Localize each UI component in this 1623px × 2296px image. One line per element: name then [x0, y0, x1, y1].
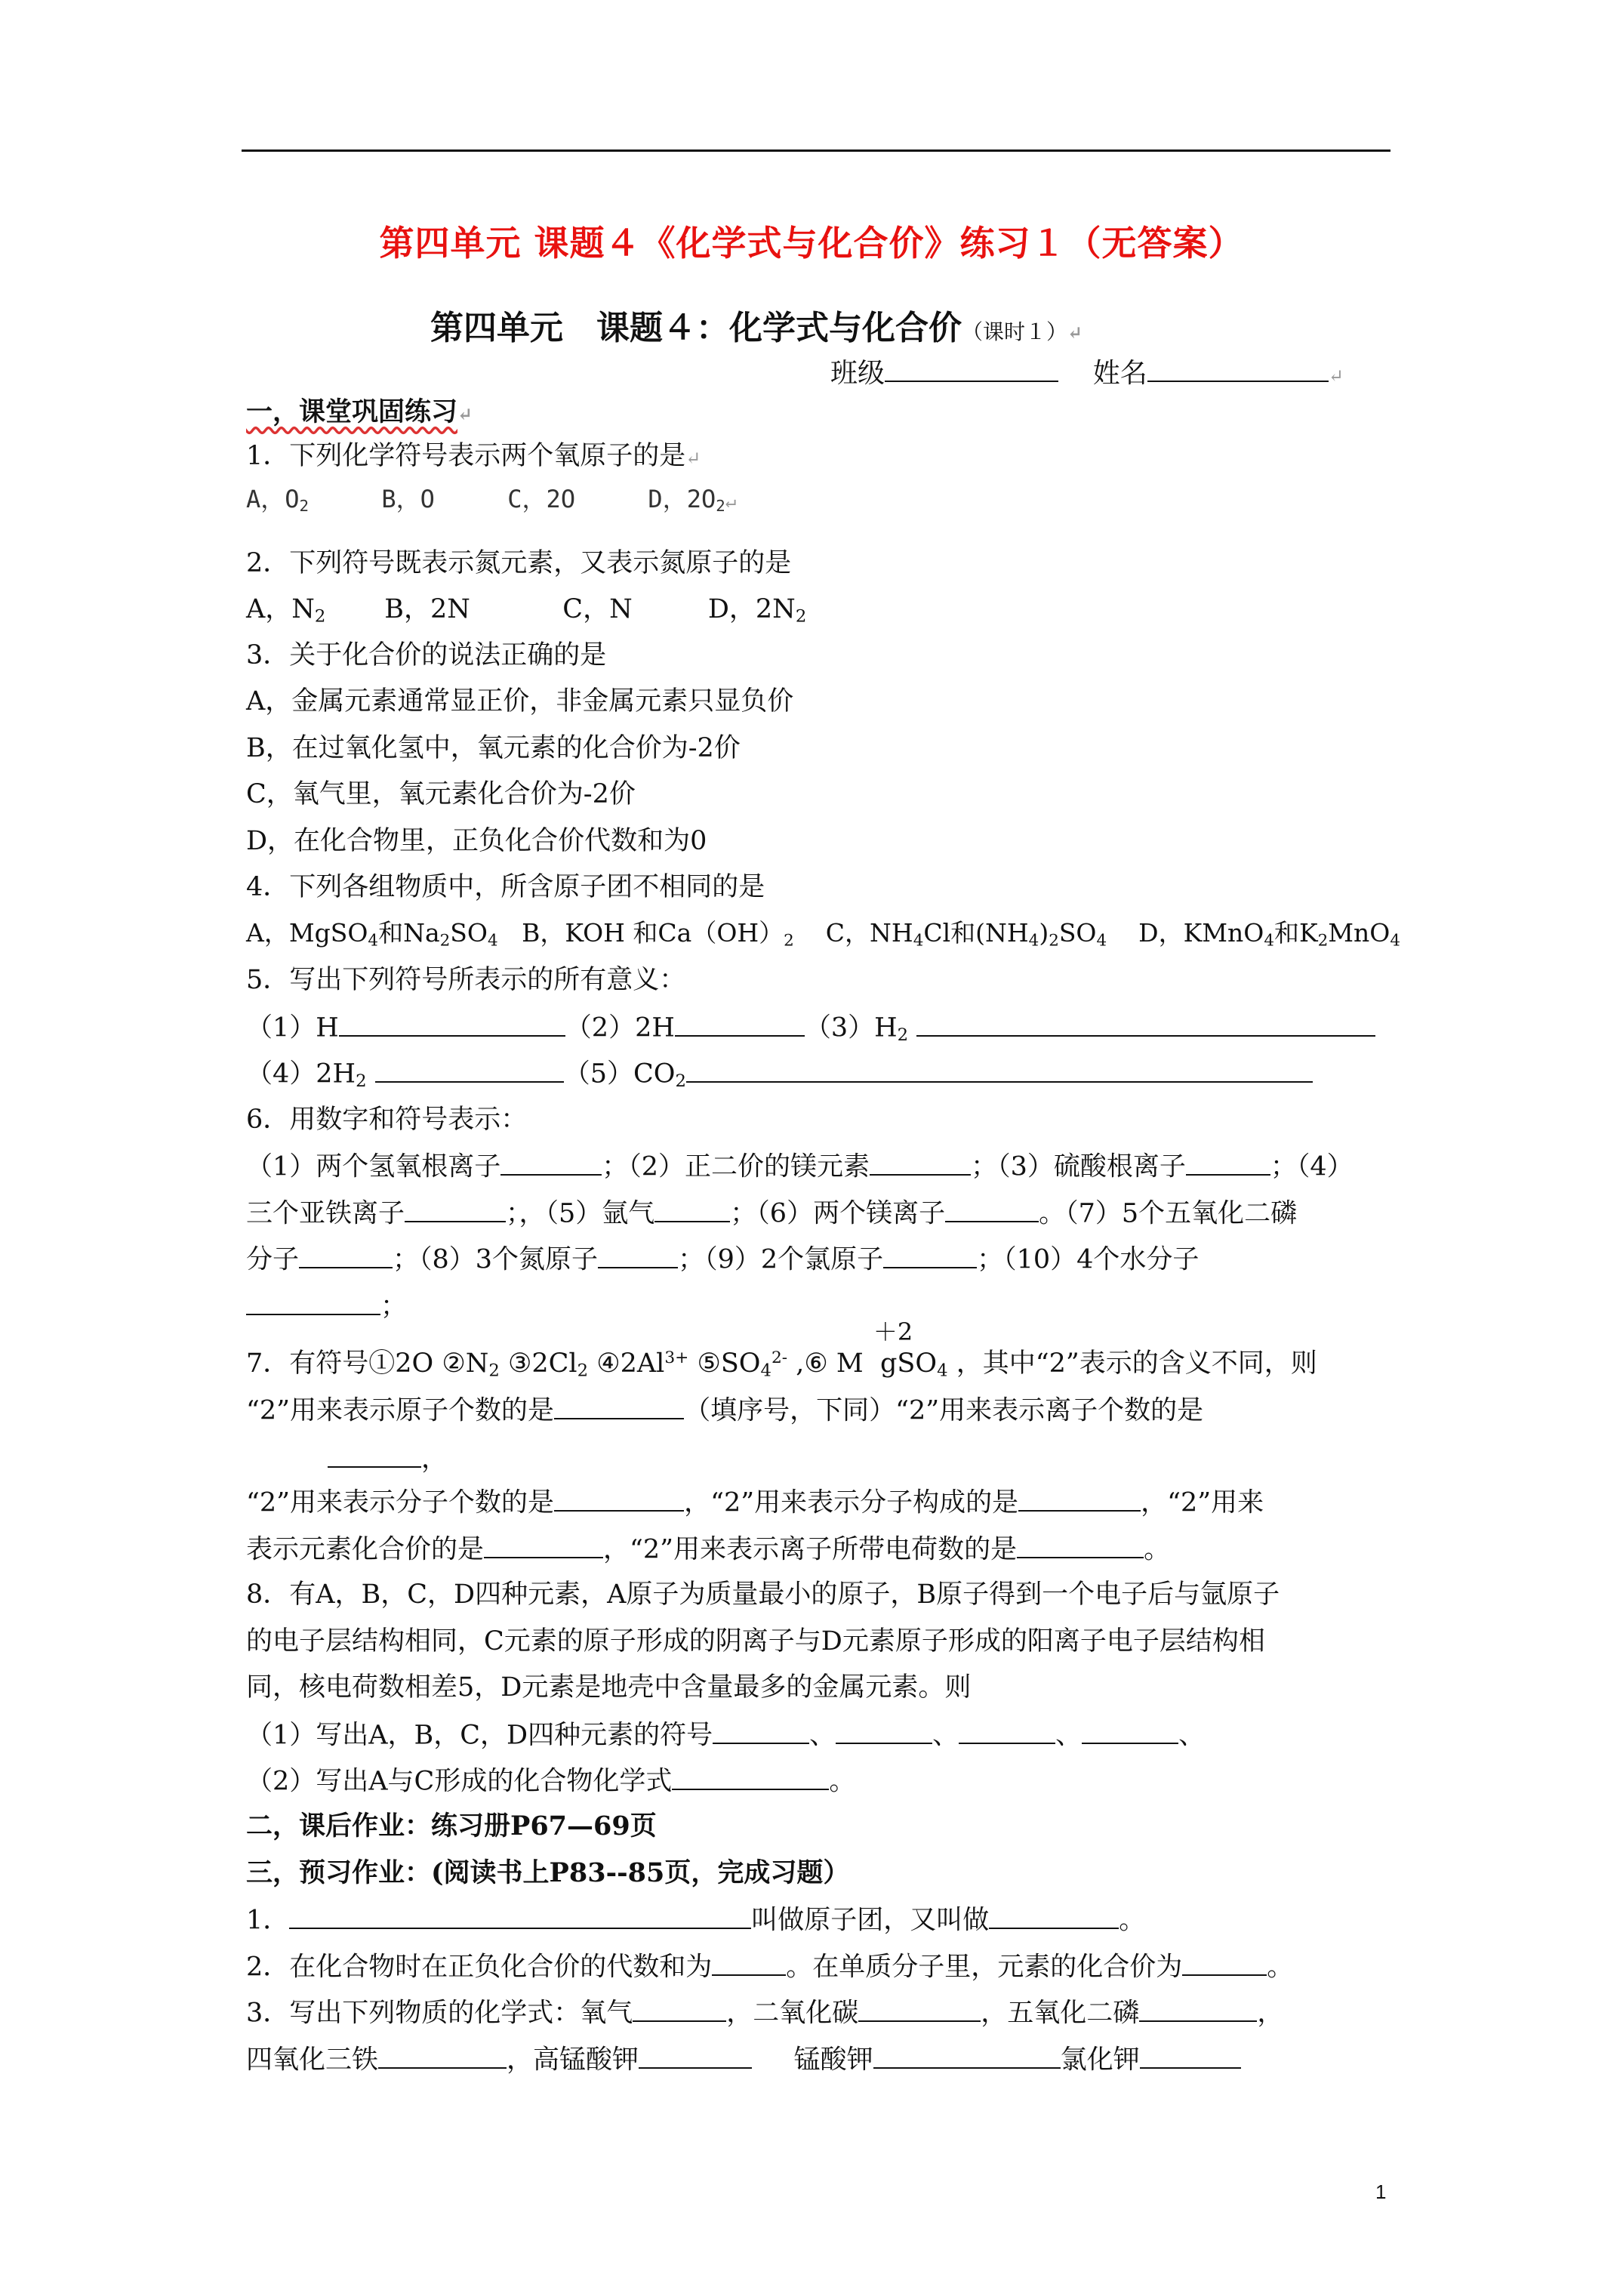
q3-option-b: B，在过氧化氢中，氧元素的化合价为-2价 — [246, 733, 741, 763]
q1-options: A，$O_2$ B，O C，2O D，$2O_2↵$ — [246, 485, 737, 516]
q6-row-3: 分子 ；（8）3个氮原子 ；（9）2个氯原子 ；（10）4个水分子 — [246, 1243, 1199, 1276]
q6-row-2: 三个亚铁离子 ；，（5）氩气 ；（6）两个镁离子 。（7）5个五氧化二磷 — [246, 1197, 1297, 1230]
q8-blank-3[interactable] — [959, 1718, 1055, 1744]
q8-blank-2[interactable] — [836, 1718, 932, 1744]
q2-option-b: B，2N — [384, 594, 470, 624]
q6-row-1: （1）两个氢氧根离子 ；（2）正二价的镁元素 ；（3）硫酸根离子 ；（4） — [246, 1150, 1354, 1183]
q7-blank-5[interactable] — [484, 1533, 603, 1558]
q6-stem: 6．用数字和符号表示： — [246, 1105, 528, 1135]
name-blank[interactable] — [1147, 356, 1329, 382]
q6-blank-8[interactable] — [598, 1243, 678, 1268]
q6-blank-3[interactable] — [1186, 1150, 1270, 1176]
q4-option-c: C，$NH_4Cl$和$(NH_4)_2SO_4$ — [825, 918, 1107, 951]
pre-q3-row-2: 四氧化三铁 ，高锰酸钾 锰酸钾 氯化钾 — [246, 2043, 1241, 2076]
q7-row-5: 表示元素化合价的是 ，“2”用来表示离子所带电荷数的是 。 — [246, 1533, 1170, 1566]
q3-option-d: D，在化合物里，正负化合价代数和为0 — [246, 826, 707, 856]
pre-q1-blank-2[interactable] — [989, 1903, 1119, 1929]
q5-row-1: （1）H （2）2H $(3)H_2$ — [246, 1011, 1375, 1046]
q6-blank-1[interactable] — [500, 1150, 602, 1176]
q6-blank-4[interactable] — [405, 1197, 506, 1222]
q8-blank-1[interactable] — [713, 1718, 809, 1744]
q3-option-c: C，氧气里，氧元素化合价为-2价 — [246, 779, 636, 809]
pre-q3-blank-7[interactable] — [1140, 2043, 1241, 2069]
q2-option-c: C，N — [562, 594, 633, 624]
q4-options — [246, 918, 1400, 951]
q2-stem: 2．下列符号既表示氮元素，又表示氮原子的是 — [246, 548, 792, 578]
pre-q3-blank-5[interactable] — [639, 2043, 752, 2069]
q2-option-a: A，$N_2$ — [246, 594, 326, 627]
q1-stem: 1．下列化学符号表示两个氧原子的是↵ — [246, 441, 701, 471]
q7-blank-2[interactable] — [328, 1442, 421, 1468]
q8-blank-5[interactable] — [672, 1764, 829, 1790]
q7-valence-mg: ＋2 gSO$_4$ — [873, 1318, 948, 1381]
q6-row-4: ； — [246, 1290, 407, 1323]
q4-option-a: A，MgSO$_4$和$Na_2SO_4$ — [246, 918, 498, 951]
q8-blank-4[interactable] — [1082, 1718, 1178, 1744]
q7-blank-4[interactable] — [1018, 1486, 1141, 1512]
pre-q3-blank-4[interactable] — [378, 2043, 507, 2069]
q5-row-2: $(4)2H_2$ $(5)CO_2$ — [246, 1057, 1313, 1092]
q6-blank-6[interactable] — [945, 1197, 1039, 1222]
q6-blank-10[interactable] — [246, 1290, 380, 1315]
class-label: 班级 — [830, 358, 885, 389]
q3-stem: 3．关于化合价的说法正确的是 — [246, 640, 607, 670]
q7-row-3: ， — [328, 1442, 448, 1475]
q5-blank-5[interactable] — [686, 1057, 1313, 1083]
q2-option-d: D，$2N_2$ — [707, 594, 807, 627]
page-number: 1 — [1375, 2180, 1387, 2203]
q1-option-b: B，O — [381, 485, 435, 513]
q4-option-d: D，KMnO$_4$和$K_2MnO_4$ — [1138, 918, 1401, 951]
q5-stem: 5．写出下列符号所表示的所有意义： — [246, 965, 686, 995]
pre-q3: 3．写出下列物质的化学式：氧气 ，二氧化碳 ，五氧化二磷 ， — [246, 1996, 1283, 2029]
q7-stem: 7．有符号①2O $②N_2$ $③2Cl_2$ $④2Al^{3+}$ $⑤SO_4^{2-}$ ,⑥ M ＋2 gSO$_4$ ，其中“2”表示的含义不同，则 — [246, 1318, 1317, 1381]
q8-line-5: （2）写出A与C形成的化合物化学式 。 — [246, 1764, 855, 1798]
q1-option-d: D，$2O_2$ — [648, 485, 725, 516]
pre-q1-blank-1[interactable] — [289, 1903, 751, 1929]
q7-blank-1[interactable] — [554, 1394, 684, 1419]
q8-line-4: （1）写出A，B，C，D四种元素的符号 、 、 、 、 — [246, 1718, 1205, 1752]
q7-row-2: “2”用来表示原子个数的是 （填序号，下同）“2”用来表示离子个数的是 — [246, 1394, 1203, 1427]
q8-line-2: 的电子层结构相同，C元素的原子形成的阴离子与D元素原子形成的阳离子电子层结构相 — [246, 1626, 1265, 1657]
subtitle-text: 第四单元 课题４：化学式与化合价 — [430, 309, 962, 347]
pre-q1: 1． 叫做原子团，又叫做 。 — [246, 1903, 1145, 1937]
q6-blank-5[interactable] — [654, 1197, 730, 1222]
document-title: 第四单元 课题４《化学式与化合价》练习１（无答案） — [379, 223, 1244, 264]
q1-option-a: A，$O_2$ — [246, 485, 310, 516]
q5-blank-3[interactable] — [916, 1011, 1375, 1037]
q4-option-b: B，KOH 和$Ca(OH)_2$ — [522, 918, 794, 951]
q5-blank-2[interactable] — [675, 1011, 805, 1037]
q7-blank-3[interactable] — [554, 1486, 684, 1512]
q1-option-c: C，2O — [507, 485, 576, 513]
q6-blank-2[interactable] — [870, 1150, 971, 1176]
subtitle-lesson: （课时１） — [962, 319, 1068, 344]
pre-q3-blank-6[interactable] — [873, 2043, 1061, 2069]
q3-option-a: A，金属元素通常显正价，非金属元素只显负价 — [246, 686, 794, 717]
q7-row-4: “2”用来表示分子个数的是 ，“2”用来表示分子构成的是 ，“2”用来 — [246, 1486, 1264, 1519]
q2-options — [246, 593, 806, 627]
pre-q3-blank-1[interactable] — [633, 1996, 726, 2022]
pre-q3-blank-3[interactable] — [1139, 1996, 1257, 2022]
worksheet-subtitle: 第四单元 课题４：化学式与化合价（课时１）↵ — [430, 309, 1083, 347]
header-rule — [242, 149, 1390, 152]
q6-blank-9[interactable] — [883, 1243, 977, 1268]
q8-line-3: 同，核电荷数相差5，D元素是地壳中含量最多的金属元素。则 — [246, 1672, 972, 1703]
section-3-preview: 三，预习作业：(阅读书上P83--85页，完成习题） — [246, 1857, 850, 1888]
pre-q2-blank-1[interactable] — [712, 1950, 786, 1976]
class-name-line: 班级 姓名 ↵ — [830, 352, 1344, 390]
q5-blank-1[interactable] — [339, 1011, 565, 1037]
class-blank[interactable] — [885, 356, 1058, 382]
q7-valence-label: ＋2 — [873, 1318, 913, 1346]
q7-blank-6[interactable] — [1017, 1533, 1144, 1558]
q5-blank-4[interactable] — [375, 1057, 564, 1083]
q8-line-1: 8．有A，B，C，D四种元素，A原子为质量最小的原子，B原子得到一个电子后与氩原子 — [246, 1579, 1280, 1610]
name-label: 姓名 — [1092, 358, 1147, 389]
section-2-homework: 二，课后作业：练习册P67—69页 — [246, 1811, 657, 1841]
pre-q3-blank-2[interactable] — [858, 1996, 981, 2022]
pre-q2: 2．在化合物时在正负化合价的代数和为 。在单质分子里，元素的化合价为 。 — [246, 1950, 1293, 1983]
q6-blank-7[interactable] — [299, 1243, 393, 1268]
pre-q2-blank-2[interactable] — [1182, 1950, 1267, 1976]
q4-stem: 4．下列各组物质中，所含原子团不相同的是 — [246, 872, 765, 902]
section-1-heading: 一，课堂巩固练习↵ — [246, 396, 473, 427]
